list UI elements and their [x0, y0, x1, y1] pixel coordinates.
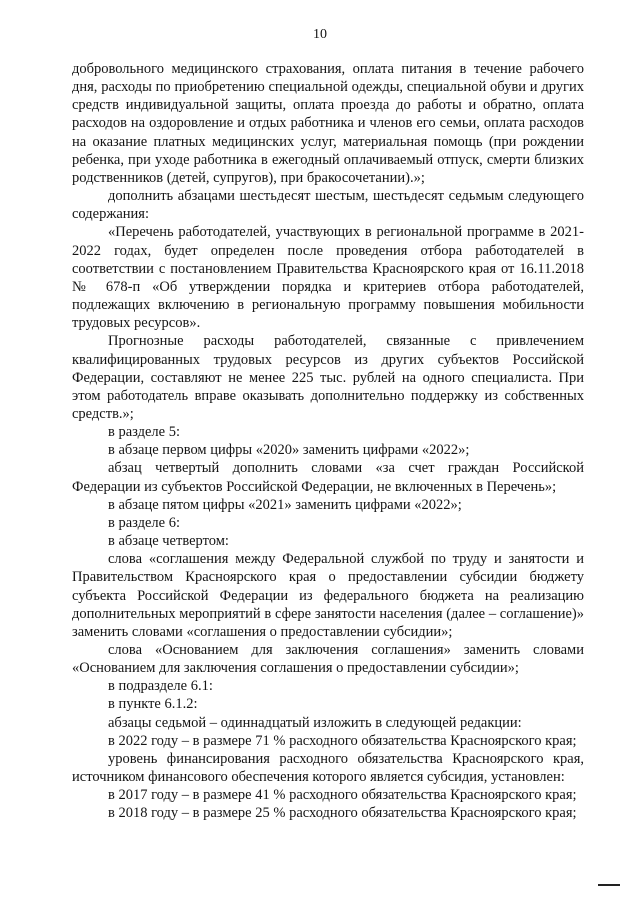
paragraph: в пункте 6.1.2:	[108, 696, 198, 713]
paragraph: в абзаце четвертом:	[108, 533, 229, 550]
paragraph: в 2017 году – в размере 41 % расходного обязательства Красноярского края;	[108, 787, 577, 804]
paragraph: в абзаце первом цифры «2020» заменить цифрами «2022»;	[108, 442, 470, 459]
paragraph: слова «соглашения между Федеральной службой по труду и занятости и Правительством Красноярского края о предоставлении субсидии бюджету субъекта Российской Федерации из федерального бюджета на реализацию дополнительных мероприятий в сфере занятости населения (далее – соглашение)» заменить словами «соглашения о предоставлении субсидии»;	[72, 551, 584, 640]
paragraph: слова «Основанием для заключения соглашения» заменить словами «Основанием для заключения соглашения о предоставлении субсидии»;	[72, 642, 584, 677]
paragraph: в разделе 5:	[108, 424, 181, 441]
paragraph: в подразделе 6.1:	[108, 678, 213, 695]
paragraph: «Перечень работодателей, участвующих в региональной программе в 2021-2022 годах, будет определен после проведения отбора работодателей в соответствии с постановлением Правительства Красноярского края от 16.11.2018 № 678-п «Об утверждении порядка и критериев отбора работодателей, подлежащих включению в региональную программу повышения мобильности трудовых ресурсов».	[72, 224, 584, 332]
paragraph: Прогнозные расходы работодателей, связанные с привлечением квалифицированных трудовых ресурсов из других субъектов Российской Федерации, составляют не менее 225 тыс. рублей на одного специалиста. При этом работодатель вправе оказывать дополнительно поддержку из собственных средств.»;	[72, 333, 584, 422]
paragraph: абзац четвертый дополнить словами «за счет граждан Российской Федерации из субъектов Российской Федерации, не включенных в Перечень»;	[72, 460, 584, 495]
margin-mark	[598, 884, 620, 886]
paragraph: уровень финансирования расходного обязательства Красноярского края, источником финансового обеспечения которого является субсидия, установлен:	[72, 750, 584, 786]
paragraph: абзацы седьмой – одиннадцатый изложить в следующей редакции:	[108, 714, 522, 731]
paragraph: в разделе 6:	[108, 514, 181, 531]
paragraph: в 2022 году – в размере 71 % расходного обязательства Красноярского края;	[108, 732, 577, 749]
document-body	[72, 60, 584, 823]
paragraph: в абзаце пятом цифры «2021» заменить цифрами «2022»;	[108, 496, 462, 513]
page-number: 10	[313, 27, 327, 42]
paragraph: в 2018 году – в размере 25 % расходного обязательства Красноярского края;	[108, 805, 577, 822]
paragraph: дополнить абзацами шестьдесят шестым, шестьдесят седьмым следующего содержания:	[72, 188, 584, 223]
paragraph: добровольного медицинского страхования, оплата питания в течение рабочего дня, расходы по приобретению специальной одежды, специальной обуви и других средств индивидуальной защиты, оплата проезда до работы и обратно, оплата расходов на оздоровление и отдых работника и членов его семьи, оплата расходов на оказание платных медицинских услуг, материальная помощь (при рождении ребенка, при уходе работника в ежегодный оплачиваемый отпуск, смерти близких родственников (детей, супругов), при бракосочетании).»;	[72, 61, 584, 186]
